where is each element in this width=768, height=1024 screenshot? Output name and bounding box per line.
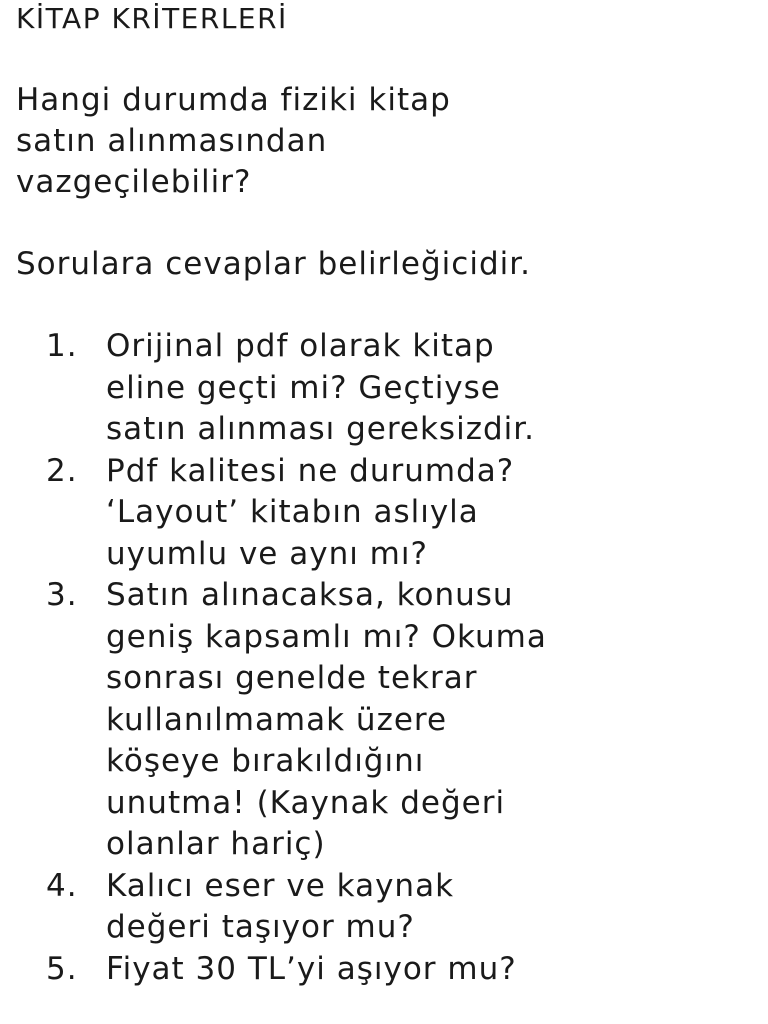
list-item-number: 3. (46, 577, 78, 613)
list-item-text: Kalıcı eser ve kaynak değeri taşıyor mu? (106, 867, 455, 945)
question-text: Hangi durumda fiziki kitap satın alınmasından vazgeçilebilir? (16, 82, 451, 200)
document-title: KİTAP KRİTERLERİ (16, 2, 288, 35)
list-item-text: Satın alınacaksa, konusu geniş kapsamlı mı? Okuma sonrası genelde tekrar kullanılmamak üzere köşeye bırakıldığını unutma! (Kaynak değeri olanlar hariç) (106, 577, 547, 862)
list-item-number: 5. (46, 950, 78, 987)
list-item-number: 4. (46, 867, 78, 904)
list-item-text: Orijinal pdf olarak kitap eline geçti mi? Geçtiyse satın alınması gereksizdir. (106, 328, 536, 447)
list-item-number: 1. (46, 328, 78, 364)
list-item-text: Pdf kalitesi ne durumda? ‘Layout’ kitabın aslıyla uyumlu ve aynı mı? (106, 452, 515, 572)
list-item-number: 2. (46, 452, 78, 489)
list-item (16, 866, 760, 949)
note-document (16, 0, 760, 990)
list-item (16, 949, 760, 991)
list-item (16, 326, 760, 451)
note-text: Sorulara cevaplar belirleğicidir. (16, 246, 531, 282)
criteria-list (16, 326, 760, 990)
list-item (16, 451, 760, 576)
list-item (16, 575, 760, 866)
list-item-text: Fiyat 30 TL’yi aşıyor mu? (106, 950, 517, 987)
